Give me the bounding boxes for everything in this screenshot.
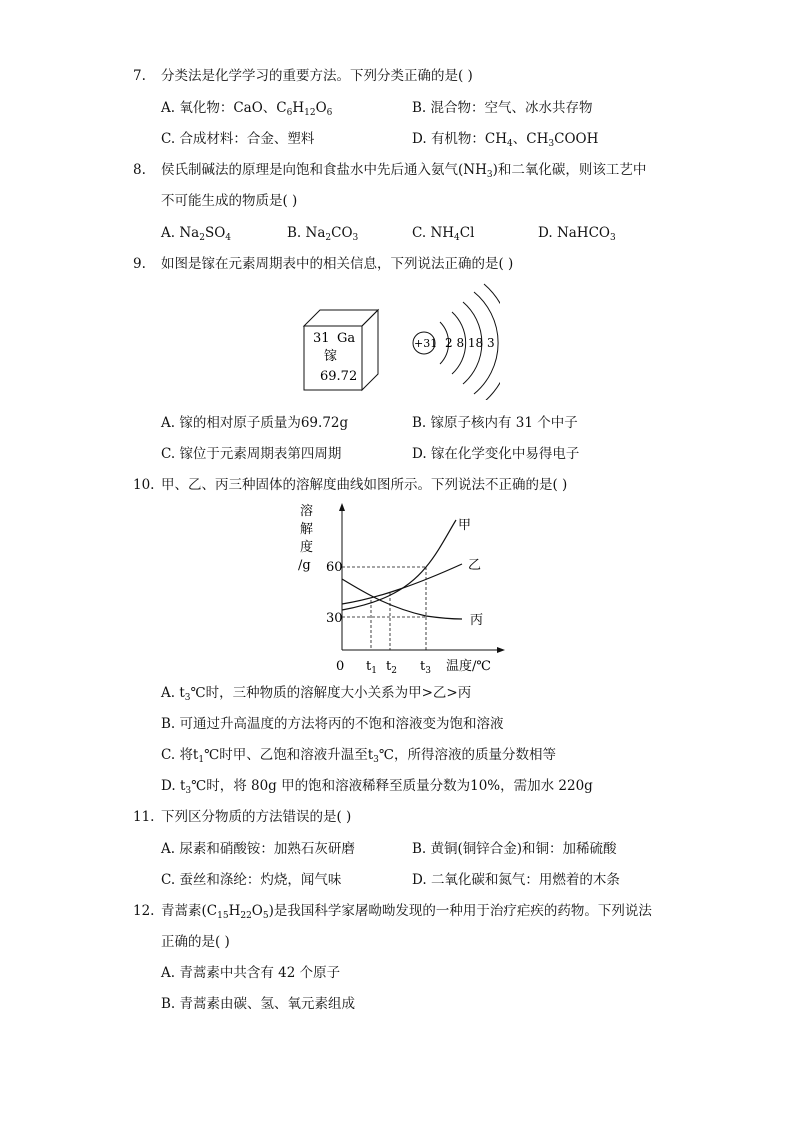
option-b[interactable]: B. $Na_2CO_3$ <box>287 225 359 243</box>
question-stem-line2: 正确的是( ) <box>161 934 230 950</box>
option-b[interactable]: B. 可通过升高温度的方法将丙的不饱和溶液变为饱和溶液 <box>161 716 504 732</box>
option-c[interactable]: C. 蚕丝和涤纶：灼烧，闻气味 <box>161 872 342 888</box>
x-axis-label: 温度/℃ <box>446 659 491 674</box>
y-axis-label-char: 度 <box>300 540 314 555</box>
question-stem: 如图是镓在元素周期表中的相关信息，下列说法正确的是( ) <box>161 256 514 272</box>
option-b[interactable]: B. 黄铜(铜锌合金)和铜：加稀硫酸 <box>412 841 617 857</box>
x-tick-label: $t_3$ <box>420 659 431 676</box>
y-axis-label-char: 溶 <box>300 504 314 519</box>
option-c[interactable]: C. 合成材料：合金、塑料 <box>161 131 315 147</box>
option-d[interactable]: D. $t_3℃$时，将 80g 甲的饱和溶液稀释至质量分数为10%，需加水 220g <box>161 778 593 796</box>
y-axis-label-char: /g <box>298 558 311 573</box>
curve-yi <box>342 564 462 604</box>
element-name: 镓 <box>324 349 338 364</box>
series-label-yi: 乙 <box>468 558 482 573</box>
y-tick-label: 30 <box>326 611 343 626</box>
option-d[interactable]: D. 镓在化学变化中易得电子 <box>412 446 580 462</box>
question-number: 7. <box>133 68 146 84</box>
x-tick-label: $t_1$ <box>366 659 377 676</box>
shell-electrons: 2 8 18 3 <box>445 336 495 350</box>
y-axis-arrow <box>339 503 345 511</box>
option-d[interactable]: D. 有机物：$CH_4$、$CH_3COOH$ <box>412 131 599 149</box>
x-tick-label: $t_2$ <box>386 659 397 676</box>
gallium-figure <box>300 280 500 400</box>
question-stem: 青蒿素$(C_{15}H_{22}O_5)$是我国科学家屠呦呦发现的一种用于治疗疟疾的药物。下列说法 <box>161 903 652 921</box>
question-number: 10. <box>133 477 155 493</box>
atomic-number: 31 <box>313 331 330 346</box>
option-c[interactable]: C. 镓位于元素周期表第四周期 <box>161 446 342 462</box>
option-b[interactable]: B. 青蒿素由碳、氢、氧元素组成 <box>161 996 356 1012</box>
question-number: 12. <box>133 903 155 919</box>
y-tick-label: 60 <box>326 560 343 575</box>
series-label-jia: 甲 <box>458 518 472 533</box>
option-a[interactable]: A. $t_3℃$时，三种物质的溶解度大小关系为甲>乙>丙 <box>161 685 472 703</box>
curve-bing <box>342 579 462 619</box>
question-stem: 下列区分物质的方法错误的是( ) <box>161 809 352 825</box>
question-number: 9. <box>133 256 146 272</box>
option-a[interactable]: A. 镓的相对原子质量为69.72g <box>161 415 349 431</box>
question-stem: 侯氏制碱法的原理是向饱和食盐水中先后通入氨气$(NH_3)$和二氧化碳，则该工艺中 <box>161 162 647 180</box>
x-axis-arrow <box>497 647 505 653</box>
solubility-chart <box>290 498 510 680</box>
question-number: 8. <box>133 162 146 178</box>
origin-label: 0 <box>336 659 345 674</box>
question-stem-line2: 不可能生成的物质是( ) <box>161 193 298 209</box>
curve-jia <box>342 520 456 610</box>
option-b[interactable]: B. 镓原子核内有 31 个中子 <box>412 415 578 431</box>
y-axis-label-char: 解 <box>300 522 314 537</box>
option-c[interactable]: C. 将$t_1℃$时甲、乙饱和溶液升温至$t_3℃$，所得溶液的质量分数相等 <box>161 747 556 765</box>
question-number: 11. <box>133 809 155 825</box>
question-stem: 分类法是化学学习的重要方法。下列分类正确的是( ) <box>161 68 473 84</box>
question-stem: 甲、乙、丙三种固体的溶解度曲线如图所示。下列说法不正确的是( ) <box>161 477 568 493</box>
option-d[interactable]: D. NaHCO$_3$ <box>538 225 616 243</box>
option-c[interactable]: C. $NH_4Cl$ <box>412 225 475 243</box>
nucleus-charge: +31 <box>414 337 438 350</box>
option-d[interactable]: D. 二氧化碳和氮气：用燃着的木条 <box>412 872 620 888</box>
option-a[interactable]: A. 氧化物：CaO、$C_6H_{12}O_6$ <box>161 100 333 118</box>
series-label-bing: 丙 <box>470 613 484 628</box>
element-symbol: Ga <box>337 331 356 346</box>
option-a[interactable]: A. $Na_2SO_4$ <box>161 225 232 243</box>
option-a[interactable]: A. 青蒿素中共含有 42 个原子 <box>161 965 341 981</box>
option-a[interactable]: A. 尿素和硝酸铵：加熟石灰研磨 <box>161 841 355 857</box>
atomic-mass: 69.72 <box>320 369 358 384</box>
option-b[interactable]: B. 混合物：空气、冰水共存物 <box>412 100 593 116</box>
